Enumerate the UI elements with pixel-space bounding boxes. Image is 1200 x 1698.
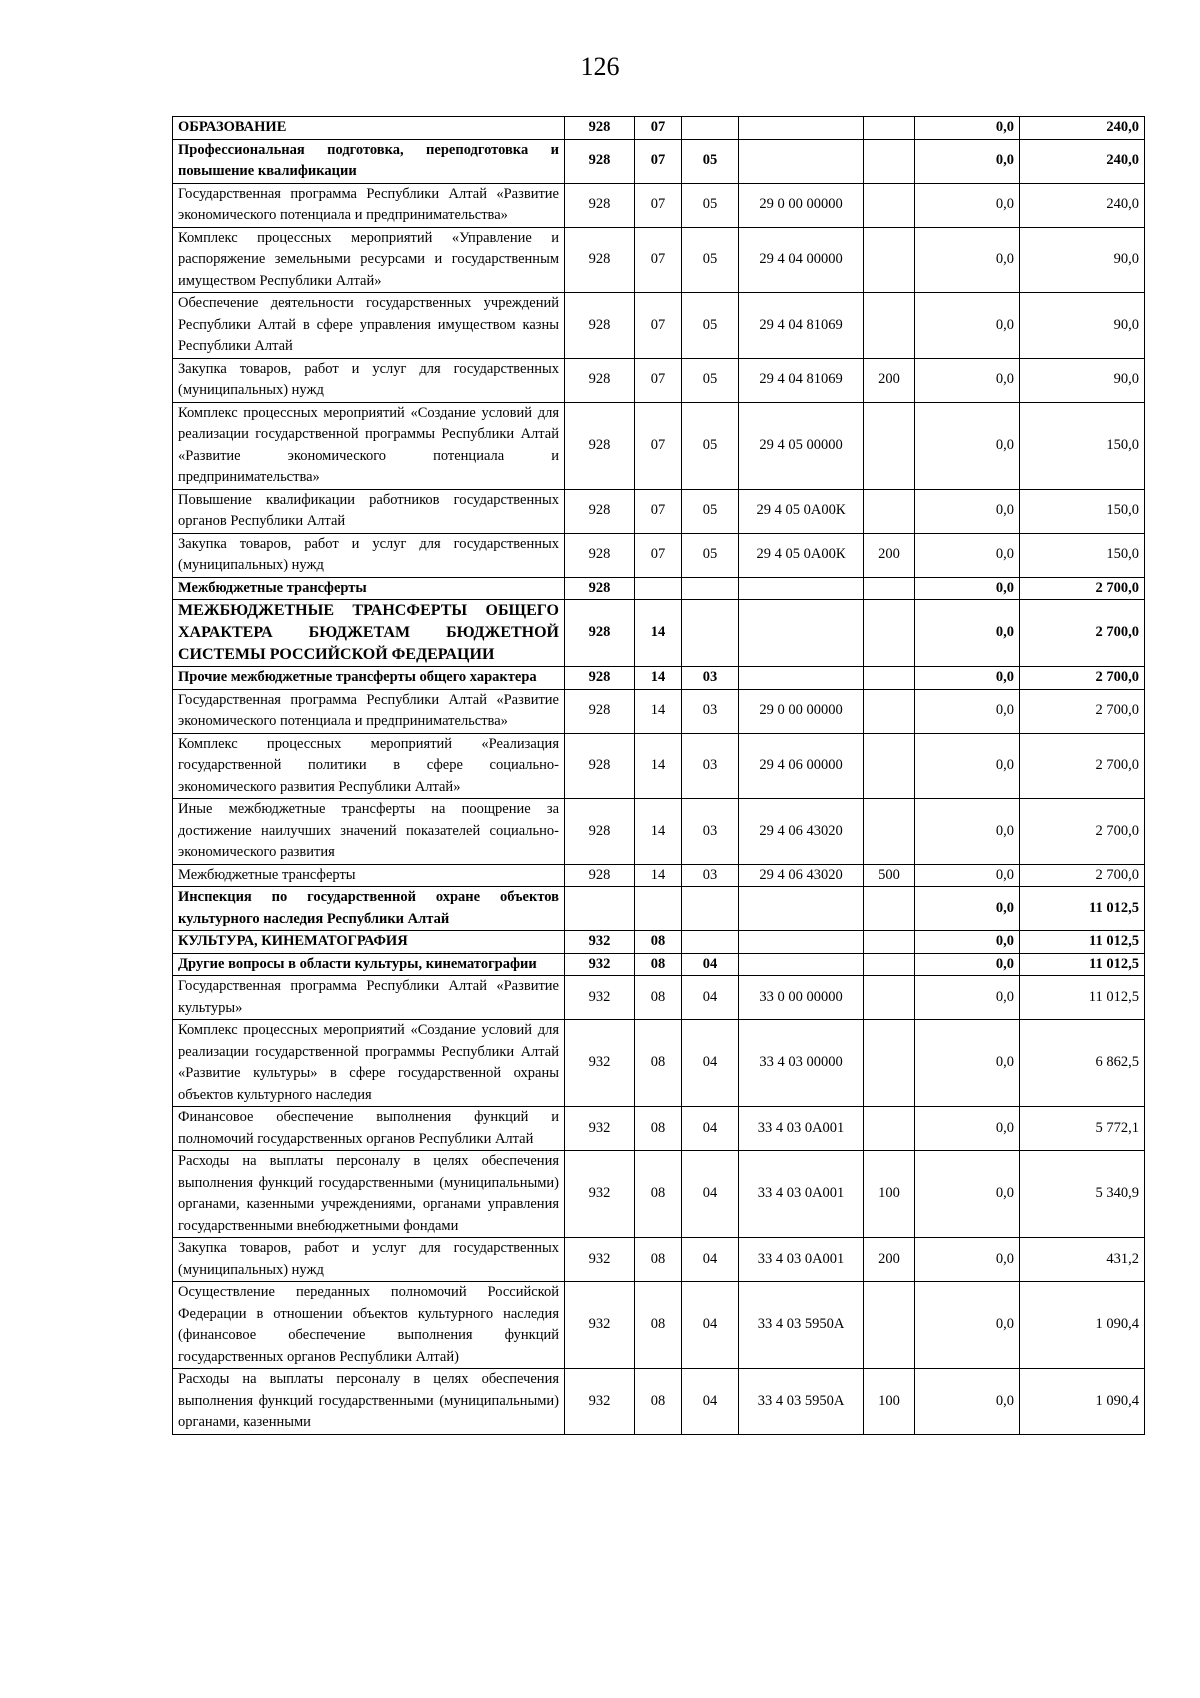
amount-2-cell: 1 090,4	[1020, 1369, 1145, 1435]
section-cell	[635, 577, 682, 600]
amount-1-cell: 0,0	[915, 864, 1020, 887]
subsection-cell	[682, 600, 739, 667]
amount-1-cell: 0,0	[915, 733, 1020, 799]
name-cell: Финансовое обеспечение выполнения функций и полномочий государственных органов Республики Алтай	[173, 1107, 565, 1151]
expense-type-cell	[864, 117, 915, 140]
expense-type-cell	[864, 600, 915, 667]
expense-type-cell	[864, 139, 915, 183]
subsection-cell: 03	[682, 864, 739, 887]
grbs-cell: 928	[565, 799, 635, 865]
expense-type-cell	[864, 953, 915, 976]
amount-2-cell: 2 700,0	[1020, 577, 1145, 600]
target-article-cell	[739, 887, 864, 931]
subsection-cell: 04	[682, 1369, 739, 1435]
name-cell: Комплекс процессных мероприятий «Управление и распоряжение земельными ресурсами и государственным имуществом Республики Алтай»	[173, 227, 565, 293]
subsection-cell	[682, 931, 739, 954]
expense-type-cell	[864, 733, 915, 799]
table-row	[173, 489, 1145, 533]
target-article-cell: 33 4 03 00000	[739, 1020, 864, 1107]
amount-2-cell: 11 012,5	[1020, 953, 1145, 976]
amount-1-cell: 0,0	[915, 489, 1020, 533]
section-cell: 14	[635, 667, 682, 690]
subsection-cell: 05	[682, 293, 739, 359]
target-article-cell	[739, 139, 864, 183]
target-article-cell	[739, 600, 864, 667]
amount-1-cell: 0,0	[915, 293, 1020, 359]
amount-2-cell: 90,0	[1020, 358, 1145, 402]
section-cell: 08	[635, 1107, 682, 1151]
subsection-cell: 05	[682, 358, 739, 402]
amount-2-cell: 11 012,5	[1020, 887, 1145, 931]
name-cell: Закупка товаров, работ и услуг для государственных (муниципальных) нужд	[173, 1238, 565, 1282]
expense-type-cell	[864, 577, 915, 600]
name-cell: Комплекс процессных мероприятий «Создание условий для реализации государственной программы Республики Алтай «Развитие экономического потенциала и предпринимательства»	[173, 402, 565, 489]
table-row	[173, 183, 1145, 227]
amount-1-cell: 0,0	[915, 1238, 1020, 1282]
grbs-cell: 932	[565, 931, 635, 954]
target-article-cell: 29 4 06 43020	[739, 864, 864, 887]
grbs-cell: 928	[565, 667, 635, 690]
target-article-cell: 29 4 04 81069	[739, 293, 864, 359]
amount-1-cell: 0,0	[915, 799, 1020, 865]
name-cell: Осуществление переданных полномочий Российской Федерации в отношении объектов культурного наследия (финансовое обеспечение выполнения функций государственных органов Республики Алтай)	[173, 1282, 565, 1369]
section-cell: 07	[635, 402, 682, 489]
amount-1-cell: 0,0	[915, 931, 1020, 954]
name-cell: Повышение квалификации работников государственных органов Республики Алтай	[173, 489, 565, 533]
name-cell: Государственная программа Республики Алтай «Развитие экономического потенциала и предпринимательства»	[173, 183, 565, 227]
amount-2-cell: 2 700,0	[1020, 799, 1145, 865]
target-article-cell	[739, 667, 864, 690]
subsection-cell: 04	[682, 1151, 739, 1238]
target-article-cell: 29 4 04 00000	[739, 227, 864, 293]
table-row	[173, 533, 1145, 577]
amount-2-cell: 240,0	[1020, 117, 1145, 140]
subsection-cell: 05	[682, 533, 739, 577]
amount-2-cell: 150,0	[1020, 489, 1145, 533]
grbs-cell: 928	[565, 227, 635, 293]
table-row	[173, 1107, 1145, 1151]
expense-type-cell: 200	[864, 1238, 915, 1282]
amount-2-cell: 2 700,0	[1020, 864, 1145, 887]
amount-1-cell: 0,0	[915, 1020, 1020, 1107]
grbs-cell: 932	[565, 1369, 635, 1435]
amount-1-cell: 0,0	[915, 953, 1020, 976]
subsection-cell: 05	[682, 402, 739, 489]
amount-2-cell: 431,2	[1020, 1238, 1145, 1282]
amount-1-cell: 0,0	[915, 667, 1020, 690]
table-row	[173, 358, 1145, 402]
amount-1-cell: 0,0	[915, 227, 1020, 293]
section-cell: 07	[635, 117, 682, 140]
amount-1-cell: 0,0	[915, 600, 1020, 667]
name-cell: Межбюджетные трансферты	[173, 864, 565, 887]
grbs-cell: 928	[565, 358, 635, 402]
subsection-cell: 04	[682, 1282, 739, 1369]
name-cell: Закупка товаров, работ и услуг для государственных (муниципальных) нужд	[173, 533, 565, 577]
grbs-cell: 932	[565, 1238, 635, 1282]
section-cell: 07	[635, 489, 682, 533]
amount-2-cell: 11 012,5	[1020, 931, 1145, 954]
grbs-cell: 928	[565, 733, 635, 799]
amount-1-cell: 0,0	[915, 533, 1020, 577]
expense-type-cell: 200	[864, 358, 915, 402]
section-cell: 08	[635, 1238, 682, 1282]
section-cell	[635, 887, 682, 931]
expense-type-cell	[864, 227, 915, 293]
amount-2-cell: 11 012,5	[1020, 976, 1145, 1020]
subsection-cell: 04	[682, 976, 739, 1020]
name-cell: Закупка товаров, работ и услуг для государственных (муниципальных) нужд	[173, 358, 565, 402]
grbs-cell: 928	[565, 183, 635, 227]
target-article-cell: 29 4 05 0А00К	[739, 533, 864, 577]
name-cell: Государственная программа Республики Алтай «Развитие культуры»	[173, 976, 565, 1020]
expense-type-cell	[864, 976, 915, 1020]
table-row	[173, 931, 1145, 954]
grbs-cell: 928	[565, 402, 635, 489]
amount-1-cell: 0,0	[915, 577, 1020, 600]
name-cell: Прочие межбюджетные трансферты общего характера	[173, 667, 565, 690]
amount-2-cell: 90,0	[1020, 227, 1145, 293]
amount-2-cell: 2 700,0	[1020, 689, 1145, 733]
expense-type-cell	[864, 489, 915, 533]
grbs-cell: 932	[565, 1020, 635, 1107]
grbs-cell	[565, 887, 635, 931]
target-article-cell	[739, 953, 864, 976]
amount-1-cell: 0,0	[915, 117, 1020, 140]
subsection-cell: 05	[682, 183, 739, 227]
name-cell: КУЛЬТУРА, КИНЕМАТОГРАФИЯ	[173, 931, 565, 954]
target-article-cell: 29 4 05 00000	[739, 402, 864, 489]
section-cell: 08	[635, 953, 682, 976]
name-cell: Комплекс процессных мероприятий «Реализация государственной политики в сфере социально-экономического развития Республики Алтай»	[173, 733, 565, 799]
name-cell: Другие вопросы в области культуры, кинематографии	[173, 953, 565, 976]
amount-1-cell: 0,0	[915, 1369, 1020, 1435]
section-cell: 08	[635, 1020, 682, 1107]
grbs-cell: 928	[565, 864, 635, 887]
subsection-cell: 05	[682, 489, 739, 533]
budget-table	[172, 116, 1145, 1435]
target-article-cell: 33 4 03 0А001	[739, 1107, 864, 1151]
amount-2-cell: 1 090,4	[1020, 1282, 1145, 1369]
name-cell: ОБРАЗОВАНИЕ	[173, 117, 565, 140]
expense-type-cell	[864, 887, 915, 931]
name-cell: Государственная программа Республики Алтай «Развитие экономического потенциала и предпринимательства»	[173, 689, 565, 733]
target-article-cell	[739, 117, 864, 140]
section-cell: 07	[635, 227, 682, 293]
name-cell: МЕЖБЮДЖЕТНЫЕ ТРАНСФЕРТЫ ОБЩЕГО ХАРАКТЕРА БЮДЖЕТАМ БЮДЖЕТНОЙ СИСТЕМЫ РОССИЙСКОЙ ФЕДЕРАЦИИ	[173, 600, 565, 667]
table-row	[173, 139, 1145, 183]
grbs-cell: 932	[565, 953, 635, 976]
subsection-cell: 04	[682, 953, 739, 976]
table-row	[173, 1238, 1145, 1282]
amount-2-cell: 5 772,1	[1020, 1107, 1145, 1151]
subsection-cell: 04	[682, 1238, 739, 1282]
table-row	[173, 976, 1145, 1020]
section-cell: 07	[635, 533, 682, 577]
target-article-cell	[739, 577, 864, 600]
expense-type-cell	[864, 183, 915, 227]
name-cell: Инспекция по государственной охране объектов культурного наследия Республики Алтай	[173, 887, 565, 931]
expense-type-cell	[864, 1107, 915, 1151]
expense-type-cell: 100	[864, 1369, 915, 1435]
name-cell: Межбюджетные трансферты	[173, 577, 565, 600]
section-cell: 08	[635, 976, 682, 1020]
subsection-cell: 03	[682, 667, 739, 690]
amount-1-cell: 0,0	[915, 183, 1020, 227]
amount-2-cell: 240,0	[1020, 139, 1145, 183]
subsection-cell: 04	[682, 1107, 739, 1151]
subsection-cell: 03	[682, 689, 739, 733]
grbs-cell: 928	[565, 577, 635, 600]
table-row	[173, 117, 1145, 140]
amount-2-cell: 5 340,9	[1020, 1151, 1145, 1238]
subsection-cell	[682, 117, 739, 140]
amount-1-cell: 0,0	[915, 1107, 1020, 1151]
expense-type-cell: 100	[864, 1151, 915, 1238]
grbs-cell: 928	[565, 533, 635, 577]
section-cell: 07	[635, 293, 682, 359]
expense-type-cell: 200	[864, 533, 915, 577]
amount-2-cell: 90,0	[1020, 293, 1145, 359]
table-row	[173, 733, 1145, 799]
target-article-cell: 33 4 03 0А001	[739, 1238, 864, 1282]
name-cell: Расходы на выплаты персоналу в целях обеспечения выполнения функций государственными (муниципальными) органами, казенными	[173, 1369, 565, 1435]
grbs-cell: 932	[565, 1282, 635, 1369]
subsection-cell: 03	[682, 733, 739, 799]
expense-type-cell	[864, 1282, 915, 1369]
section-cell: 14	[635, 600, 682, 667]
table-row	[173, 293, 1145, 359]
name-cell: Профессиональная подготовка, переподготовка и повышение квалификации	[173, 139, 565, 183]
table-row	[173, 887, 1145, 931]
target-article-cell: 33 4 03 0А001	[739, 1151, 864, 1238]
subsection-cell: 03	[682, 799, 739, 865]
table-row	[173, 577, 1145, 600]
grbs-cell: 932	[565, 1151, 635, 1238]
section-cell: 08	[635, 931, 682, 954]
table-row	[173, 799, 1145, 865]
table-body	[173, 117, 1145, 1435]
table-row	[173, 864, 1145, 887]
target-article-cell: 33 4 03 5950А	[739, 1369, 864, 1435]
expense-type-cell	[864, 293, 915, 359]
target-article-cell: 29 0 00 00000	[739, 183, 864, 227]
name-cell: Комплекс процессных мероприятий «Создание условий для реализации государственной программы Республики Алтай «Развитие культуры» в сфере государственной охраны объектов культурного наследия	[173, 1020, 565, 1107]
section-cell: 07	[635, 358, 682, 402]
expense-type-cell	[864, 402, 915, 489]
grbs-cell: 928	[565, 689, 635, 733]
name-cell: Обеспечение деятельности государственных учреждений Республики Алтай в сфере управления имуществом казны Республики Алтай	[173, 293, 565, 359]
table-row	[173, 1020, 1145, 1107]
expense-type-cell	[864, 689, 915, 733]
section-cell: 07	[635, 139, 682, 183]
amount-1-cell: 0,0	[915, 976, 1020, 1020]
amount-2-cell: 150,0	[1020, 402, 1145, 489]
page-number: 126	[580, 52, 620, 81]
grbs-cell: 928	[565, 293, 635, 359]
subsection-cell: 04	[682, 1020, 739, 1107]
section-cell: 14	[635, 733, 682, 799]
table-row	[173, 667, 1145, 690]
table-row	[173, 402, 1145, 489]
target-article-cell: 33 4 03 5950А	[739, 1282, 864, 1369]
table-row	[173, 1369, 1145, 1435]
section-cell: 08	[635, 1151, 682, 1238]
amount-2-cell: 240,0	[1020, 183, 1145, 227]
amount-2-cell: 2 700,0	[1020, 600, 1145, 667]
amount-1-cell: 0,0	[915, 358, 1020, 402]
expense-type-cell	[864, 667, 915, 690]
target-article-cell: 29 4 06 43020	[739, 799, 864, 865]
amount-2-cell: 2 700,0	[1020, 667, 1145, 690]
subsection-cell	[682, 887, 739, 931]
table-row	[173, 1151, 1145, 1238]
grbs-cell: 928	[565, 117, 635, 140]
section-cell: 14	[635, 799, 682, 865]
amount-2-cell: 6 862,5	[1020, 1020, 1145, 1107]
amount-1-cell: 0,0	[915, 689, 1020, 733]
expense-type-cell	[864, 1020, 915, 1107]
amount-1-cell: 0,0	[915, 402, 1020, 489]
section-cell: 14	[635, 689, 682, 733]
target-article-cell: 29 4 04 81069	[739, 358, 864, 402]
grbs-cell: 928	[565, 600, 635, 667]
amount-2-cell: 2 700,0	[1020, 733, 1145, 799]
table-row	[173, 953, 1145, 976]
amount-1-cell: 0,0	[915, 887, 1020, 931]
target-article-cell: 29 4 05 0А00К	[739, 489, 864, 533]
expense-type-cell: 500	[864, 864, 915, 887]
expense-type-cell	[864, 931, 915, 954]
grbs-cell: 932	[565, 1107, 635, 1151]
grbs-cell: 932	[565, 976, 635, 1020]
target-article-cell	[739, 931, 864, 954]
subsection-cell: 05	[682, 139, 739, 183]
target-article-cell: 33 0 00 00000	[739, 976, 864, 1020]
section-cell: 08	[635, 1282, 682, 1369]
table-row	[173, 600, 1145, 667]
subsection-cell: 05	[682, 227, 739, 293]
name-cell: Иные межбюджетные трансферты на поощрение за достижение наилучших значений показателей социально-экономического развития	[173, 799, 565, 865]
table-row	[173, 689, 1145, 733]
section-cell: 14	[635, 864, 682, 887]
grbs-cell: 928	[565, 139, 635, 183]
target-article-cell: 29 0 00 00000	[739, 689, 864, 733]
amount-2-cell: 150,0	[1020, 533, 1145, 577]
target-article-cell: 29 4 06 00000	[739, 733, 864, 799]
amount-1-cell: 0,0	[915, 1282, 1020, 1369]
expense-type-cell	[864, 799, 915, 865]
amount-1-cell: 0,0	[915, 1151, 1020, 1238]
subsection-cell	[682, 577, 739, 600]
amount-1-cell: 0,0	[915, 139, 1020, 183]
table-row	[173, 1282, 1145, 1369]
table-row	[173, 227, 1145, 293]
section-cell: 07	[635, 183, 682, 227]
section-cell: 08	[635, 1369, 682, 1435]
name-cell: Расходы на выплаты персоналу в целях обеспечения выполнения функций государственными (муниципальными) органами, казенными учреждениями, органами управления государственными внебюджетными фондами	[173, 1151, 565, 1238]
grbs-cell: 928	[565, 489, 635, 533]
